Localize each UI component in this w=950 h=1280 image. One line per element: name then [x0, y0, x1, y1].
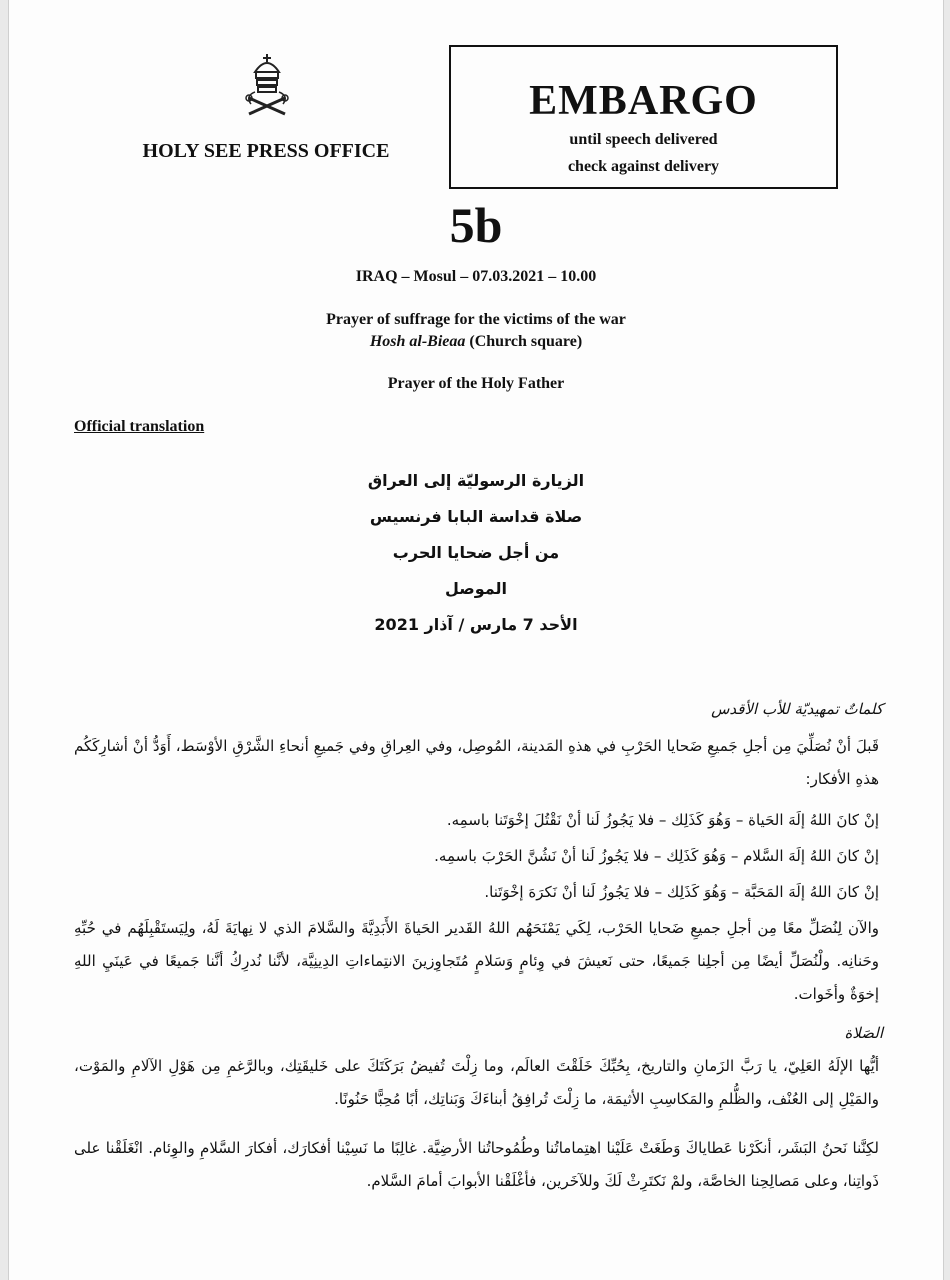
official-translation-label: Official translation — [74, 418, 205, 435]
embargo-box — [449, 45, 838, 189]
intro-line-2: إنْ كانَ اللهُ إلَهَ السَّلام – وَهُوَ كَذَلِك – فلا يَجُوزُ لَنا أنْ نَشُنَّ الحَرْبَ باسمِه. — [434, 847, 879, 865]
prayer-of-holy-father: Prayer of the Holy Father — [387, 375, 565, 392]
title-place: Hosh al-Bieaa — [369, 333, 466, 350]
prayer-paragraph-2: لكِنَّنا نَحنُ البَشَر، أنكَرْنا عَطاياكَ وَطَغَتْ عَلَيْنا اهتِماماتُنا وطُمُوحاتُنا الأرضِيَّة. غالِبًا ما نَسِيْنا أفكارَك، أفكارَ السَّلامِ والوِئام. انْغَلَقْنا على ذَواتِنا، وعلى مَصالِحِنا الخاصَّة، ولمْ نَكتَرِثْ لَكَ وللآخَرين، فأغْلَقْنا الأبوابَ أمامَ السَّلام. — [74, 1139, 879, 1190]
embargo-line-2: check against delivery — [567, 158, 720, 175]
document-number: 5b — [449, 197, 503, 253]
arabic-title-line-5: الأحد 7 مارس / آذار 2021 — [374, 615, 578, 634]
document-page — [8, 0, 944, 1280]
title-line: Prayer of suffrage for the victims of the war — [326, 311, 626, 328]
intro-paragraph-2: والآن لِنُصَلِّ معًا مِن أجلِ جميعِ ضَحايا الحَرْب، لِكَي يَمْنَحَهُم اللهُ القَدير الحَياةَ الأَبَدِيَّةَ والسَّلامَ الذي لا نِهايَةَ لَهُ، ولِيَستَقْبِلَهُم في حُبِّهِ وحَنانِه. ولْنُصَلِّ أيضًا مِن أجلِنا جَميعًا، حتى نَعيشَ في وِئامٍ وَسَلامٍ مُتَجاوِزينَ الانتِماءاتِ الدِينِيَّة، لأنَّنا نُدرِكُ أنَّنا جَميعًا في عَينَيِ اللهِ إخوَةٌ وأخَوات. — [74, 919, 879, 1003]
arabic-title-line-4: الموصل — [445, 579, 507, 598]
title-place-rest: (Church square) — [465, 333, 583, 350]
prayer-heading: الصَلاة — [844, 1024, 883, 1042]
papal-emblem-icon — [241, 52, 293, 118]
embargo-title: EMBARGO — [529, 78, 758, 124]
arabic-title-line-2: صلاة قداسة البابا فرنسيس — [369, 507, 583, 526]
intro-line-3: إنْ كانَ اللهُ إلَهَ المَحَبَّة – وَهُوَ كَذَلِك – فلا يَجُوزُ لَنا أنْ نَكرَهَ إخْوَتَنا. — [484, 883, 879, 901]
arabic-title-line-3: من أجل ضحايا الحرب — [392, 543, 560, 562]
prayer-paragraph-1: أيُّها الإلَهُ العَلِيّ، يا رَبَّ الزَمانِ والتاريخ، بِحُبِّكَ خَلَقْتَ العالَم، وما زِلْتَ تُفيضُ بَرَكَتَكَ على خَليقَتِك، وبالرَّغمِ مِن هَوْلِ الآلامِ والمَوْت، والمَيْلِ إلى العُنْف، والظُّلمِ والمَكاسِبِ الأثيمَة، ما زِلْتَ تُرافِقُ أبناءَكَ وَبَناتِك، أبًا مُحِبًّا حَنُونًا. — [74, 1057, 879, 1108]
embargo-line-1: until speech delivered — [569, 131, 718, 148]
intro-line-1: إنْ كانَ اللهُ إلَهَ الحَياة – وَهُوَ كَذَلِك – فلا يَجُوزُ لَنا أنْ نَقْتُلَ إخْوَتَنا باسمِه. — [446, 811, 879, 829]
location-date: IRAQ – Mosul – 07.03.2021 – 10.00 — [355, 268, 597, 285]
intro-paragraph-1: قَبلَ أنْ نُصَلِّيَ مِن أجلِ جَميعِ ضَحايا الحَرْبِ في هذهِ المَدينة، المُوصِل، وفي العِراقِ وفي جَميعِ أنحاءِ الشَّرْقِ الأوْسَط، أَوَدُّ أنْ أشارِكَكُم هذهِ الأفكار: — [74, 737, 879, 788]
arabic-title-line-1: الزيارة الرسوليّة إلى العراق — [367, 471, 585, 490]
title-place-line — [9, 331, 943, 353]
press-office-name: HOLY SEE PRESS OFFICE — [142, 140, 390, 162]
intro-heading: كلماتٌ تمهيديّة للأب الأقدس — [711, 700, 883, 718]
